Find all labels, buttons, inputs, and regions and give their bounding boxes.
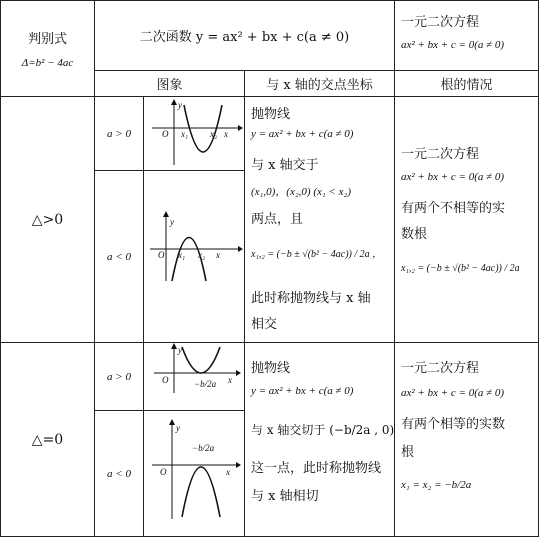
parabola-down-two-roots-svg	[144, 171, 244, 342]
a-positive-label: a > 0	[107, 370, 131, 383]
graph-two-roots-downward	[144, 171, 244, 342]
intersection-line: 与 x 轴交于	[251, 158, 319, 173]
parabola-up-two-roots-svg	[144, 97, 244, 170]
vertex-label: −b/2a	[192, 443, 215, 453]
vertex-label: −b/2a	[194, 379, 217, 389]
x1-label: x₁	[178, 250, 186, 260]
delta-zero-label: △=0	[31, 431, 64, 448]
discriminant-formula: Δ=b² − 4ac	[21, 57, 74, 69]
intersection-line: 抛物线	[251, 107, 291, 122]
roots-line: 有两个相等的实数	[401, 417, 506, 432]
graph-two-roots-upward	[144, 97, 244, 170]
origin-label: O	[162, 129, 169, 139]
roots-line: 根	[401, 445, 415, 460]
roots-zero	[395, 343, 538, 536]
roots-line: 有两个不相等的实	[401, 201, 506, 216]
x-axis-label: x	[224, 129, 228, 139]
intersection-positive	[245, 97, 394, 342]
x2-label: x₂	[198, 250, 206, 260]
discriminant-header	[1, 1, 94, 96]
roots-line: 一元二次方程	[401, 361, 480, 376]
x-axis-label: x	[216, 250, 220, 260]
a-negative-label: a < 0	[107, 467, 131, 480]
intersection-line: (x₁,0)，(x₂,0) (x₁ < x₂)	[251, 186, 351, 198]
graph-column-header: 图象	[156, 78, 183, 93]
x1-label: x₁	[181, 129, 189, 139]
quadratic-equation-formula: ax² + bx + c = 0(a ≠ 0)	[401, 39, 505, 51]
roots-line: 数根	[401, 227, 428, 242]
origin-label: O	[162, 375, 169, 385]
intersection-zero	[245, 343, 394, 536]
delta-positive-label: △>0	[31, 211, 64, 228]
x-axis-label: x	[228, 375, 232, 385]
y-axis-label: y	[170, 217, 174, 227]
intersection-line: 相交	[251, 317, 278, 332]
y-axis-label: y	[178, 345, 182, 355]
roots-line: 一元二次方程	[401, 147, 480, 162]
a-negative-label: a < 0	[107, 250, 131, 263]
intersection-line: 抛物线	[251, 361, 291, 376]
quadratic-equation-title: 一元二次方程	[401, 15, 480, 30]
x2-label: x₂	[210, 129, 218, 139]
graph-tangent-downward	[144, 411, 244, 536]
quadratic-equation-header	[395, 1, 538, 70]
origin-label: O	[160, 467, 167, 477]
intersection-line: 此时称抛物线与 x 轴	[251, 291, 371, 306]
roots-line: x₁,₂ = (−b ± √(b² − 4ac)) / 2a	[401, 263, 520, 274]
intersection-line: y = ax² + bx + c(a ≠ 0)	[251, 385, 354, 397]
intersection-line: y = ax² + bx + c(a ≠ 0)	[251, 128, 354, 140]
intersection-line: x₁,₂ = (−b ± √(b² − 4ac)) / 2a ，	[251, 249, 383, 260]
intersection-line: 与 x 轴交切于 (−b/2a , 0)	[251, 423, 395, 437]
a-positive-label: a > 0	[107, 127, 131, 140]
roots-column-header: 根的情况	[440, 78, 493, 93]
parabola-up-tangent-svg	[144, 343, 244, 410]
parabola-down-tangent-svg	[144, 411, 244, 536]
roots-line: ax² + bx + c = 0(a ≠ 0)	[401, 171, 505, 183]
graph-tangent-upward	[144, 343, 244, 410]
origin-label: O	[158, 250, 165, 260]
x-axis-label: x	[226, 467, 230, 477]
intersection-column-header: 与 x 轴的交点坐标	[266, 78, 373, 93]
roots-line: x₁ = x₂ = −b/2a	[401, 479, 472, 491]
intersection-line: 与 x 轴相切	[251, 489, 319, 504]
intersection-line: 两点，且	[251, 212, 304, 227]
discriminant-label: 判别式	[27, 32, 67, 47]
intersection-line: 这一点，此时称抛物线	[251, 461, 382, 476]
y-axis-label: y	[176, 423, 180, 433]
roots-positive	[395, 97, 538, 342]
y-axis-label: y	[178, 100, 182, 110]
quadratic-function-title: 二次函数 y = ax² + bx + c(a ≠ 0)	[139, 30, 350, 45]
roots-line: ax² + bx + c = 0(a ≠ 0)	[401, 387, 505, 399]
